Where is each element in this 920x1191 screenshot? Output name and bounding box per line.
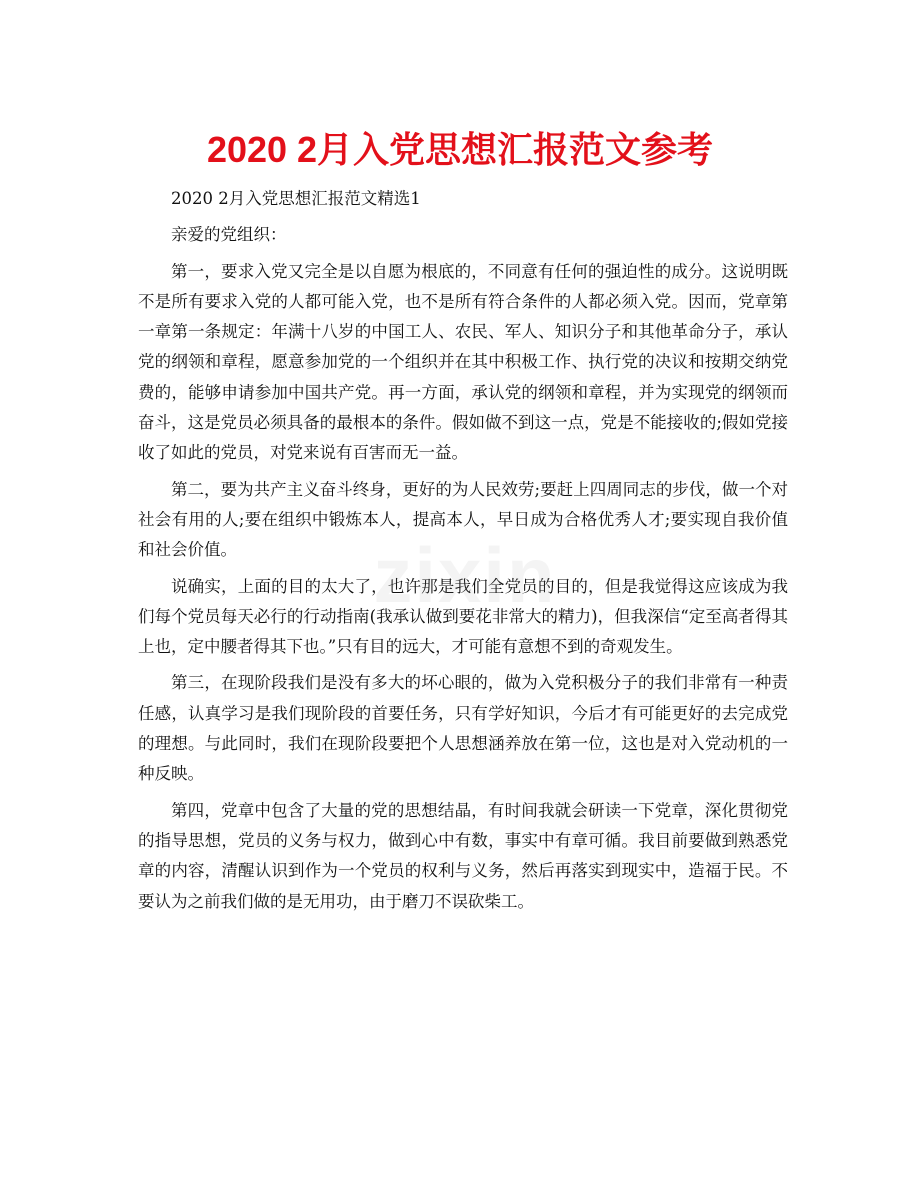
page-title: 2020 2月入党思想汇报范文参考 — [206, 129, 714, 170]
paragraph-3: 说确实，上面的目的太大了，也许那是我们全党员的目的，但是我觉得这应该成为我们每个党员每天必行的行动指南(我承认做到要花非常大的精力)，但我深信“定至高者得其上也，定中腰者得其下也。”只有目的远大，才可能有意想不到的奇观发生。 — [138, 576, 788, 657]
watermark: zixin — [373, 531, 557, 619]
document-subtitle: 2020 2月入党思想汇报范文精选1 — [171, 189, 421, 208]
document-body — [138, 184, 788, 923]
paragraph-1: 第一，要求入党又完全是以自愿为根底的，不同意有任何的强迫性的成分。这说明既不是所有要求入党的人都可能入党，也不是所有符合条件的人都必须入党。因而，党章第一章第一条规定：年满十八岁的中国工人、农民、军人、知识分子和其他革命分子，承认党的纲领和章程，愿意参加党的一个组织并在其中积极工作、执行党的决议和按期交纳党费的，能够申请参加中国共产党。再一方面，承认党的纲领和章程，并为实现党的纲领而奋斗，这是党员必须具备的最根本的条件。假如做不到这一点，党是不能接收的;假如党接收了如此的党员，对党来说有百害而无一益。 — [138, 261, 788, 463]
salutation: 亲爱的党组织： — [171, 225, 287, 245]
paragraph-4: 第三，在现阶段我们是没有多大的坏心眼的，做为入党积极分子的我们非常有一种责任感，认真学习是我们现阶段的首要任务，只有学好知识，今后才有可能更好的去完成党的理想。与此同时，我们在现阶段要把个人思想涵养放在第一位，这也是对入党动机的一种反映。 — [138, 673, 788, 784]
paragraph-5: 第四，党章中包含了大量的党的思想结晶，有时间我就会研读一下党章，深化贯彻党的指导思想，党员的义务与权力，做到心中有数，事实中有章可循。我目前要做到熟悉党章的内容，清醒认识到作为一个党员的权利与义务，然后再落实到现实中，造福于民。不要认为之前我们做的是无用功，由于磨刀不误砍柴工。 — [138, 800, 788, 911]
paragraph-2: 第二，要为共产主义奋斗终身，更好的为人民效劳;要赶上四周同志的步伐，做一个对社会有用的人;要在组织中锻炼本人，提高本人，早日成为合格优秀人才;要实现自我价值和社会价值。 — [138, 479, 788, 560]
